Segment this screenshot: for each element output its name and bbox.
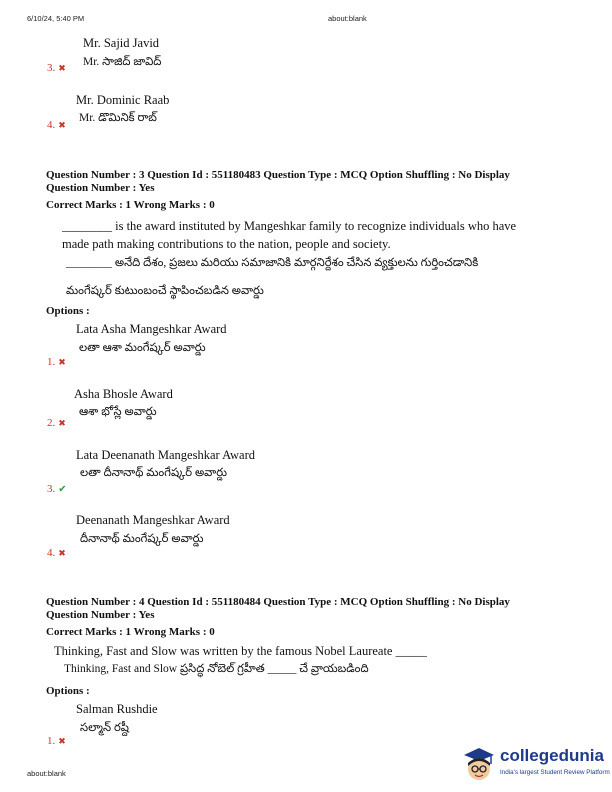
q3-meta-display: Question Number : Yes <box>46 182 155 194</box>
q3-text-en-2: made path making contributions to the nation, people and society. <box>62 237 391 251</box>
option-number: 3. <box>47 62 56 74</box>
q3-options-label: Options : <box>46 305 90 317</box>
cross-icon: ✖ <box>58 419 66 429</box>
option-number: 2. <box>47 417 56 429</box>
q3-option-3-marker <box>47 479 67 497</box>
brand-name: collegedunia <box>500 746 604 765</box>
collegedunia-logo <box>460 745 612 785</box>
prev-option-3-marker <box>47 58 66 76</box>
cross-icon: ✖ <box>58 64 66 74</box>
q3-option-2-en: Asha Bhosle Award <box>74 387 173 401</box>
q3-option-4-marker <box>47 543 66 561</box>
prev-option-3-en: Mr. Sajid Javid <box>83 36 160 50</box>
prev-option-4-en: Mr. Dominic Raab <box>76 93 170 107</box>
q3-text-te-1: ________ అనేది దేశం, ప్రజలు మరియు సమాజానికి మార్గనిర్దేశం చేసిన వ్యక్తులను గుర్తించడానికి <box>66 257 479 269</box>
q4-option-1-en: Salman Rushdie <box>76 702 158 716</box>
q3-option-3-te: లతా దీనానాథ్ మంగేష్కర్ అవార్డు <box>80 467 228 479</box>
q3-option-1-te: లతా ఆశా మంగేష్కర్ అవార్డు <box>79 342 206 354</box>
prev-option-4-marker <box>47 115 66 133</box>
q3-option-2-te: ఆశా భోస్లే అవార్డు <box>79 406 157 418</box>
q3-option-1-marker <box>47 352 66 370</box>
q3-text-en-1: ________ is the award instituted by Mangeshkar family to recognize individuals who have <box>62 219 517 233</box>
student-mascot-icon <box>460 745 498 785</box>
prev-option-3-te: Mr. సాజిద్ జావిద్ <box>83 56 162 68</box>
option-number: 4. <box>47 547 56 559</box>
cross-icon: ✖ <box>58 121 66 131</box>
q3-marks: Correct Marks : 1 Wrong Marks : 0 <box>46 199 215 211</box>
q4-marks: Correct Marks : 1 Wrong Marks : 0 <box>46 626 215 638</box>
cross-icon: ✖ <box>58 549 66 559</box>
q3-option-2-marker <box>47 413 66 431</box>
prev-option-4-te: Mr. డొమినిక్ రాబ్ <box>79 112 157 124</box>
q4-meta-display: Question Number : Yes <box>46 609 155 621</box>
q3-option-1-en: Lata Asha Mangeshkar Award <box>76 322 227 336</box>
q3-option-4-en: Deenanath Mangeshkar Award <box>76 513 230 527</box>
print-url: about:blank <box>328 14 367 23</box>
option-number: 1. <box>47 356 56 368</box>
q3-option-3-en: Lata Deenanath Mangeshkar Award <box>76 448 255 462</box>
option-number: 1. <box>47 735 56 747</box>
q3-meta: Question Number : 3 Question Id : 551180483 Question Type : MCQ Option Shuffling : No Display <box>46 169 510 181</box>
footer-url: about:blank <box>27 769 66 778</box>
q4-text-en: Thinking, Fast and Slow was written by the famous Nobel Laureate _____ <box>54 644 427 658</box>
option-number: 4. <box>47 119 56 131</box>
check-icon: ✔ <box>58 484 67 495</box>
option-number: 3. <box>47 483 56 495</box>
cross-icon: ✖ <box>58 737 66 747</box>
q4-option-1-marker <box>47 731 66 749</box>
brand-tagline: India's largest Student Review Platform <box>500 769 610 776</box>
q3-option-4-te: దీనానాథ్ మంగేష్కర్ అవార్డు <box>80 533 204 545</box>
cross-icon: ✖ <box>58 358 66 368</box>
q4-meta: Question Number : 4 Question Id : 551180484 Question Type : MCQ Option Shuffling : No Display <box>46 596 510 608</box>
print-datetime: 6/10/24, 5:40 PM <box>27 14 85 23</box>
q4-option-1-te: సల్మాన్ రష్దీ <box>80 722 130 734</box>
q4-options-label: Options : <box>46 685 90 697</box>
q4-text-te: Thinking, Fast and Slow ప్రసిద్ధ నోబెల్ గ్రహీత _____ చే వ్రాయబడింది <box>64 663 369 675</box>
q3-text-te-2: మంగేష్కర్ కుటుంబంచే స్థాపించబడిన అవార్డు <box>66 285 264 297</box>
